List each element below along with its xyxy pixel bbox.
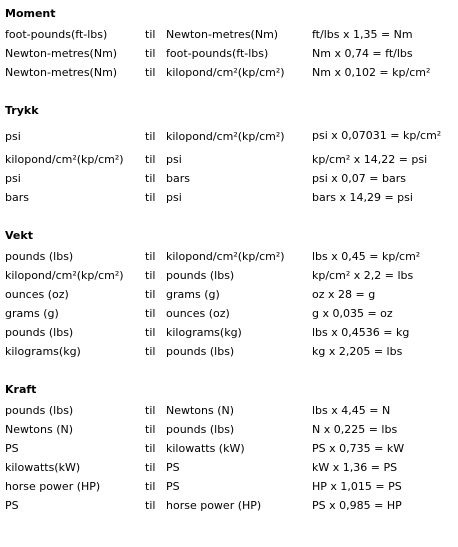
til-word: til <box>145 66 156 79</box>
table-row <box>0 44 458 63</box>
table-row <box>0 63 458 82</box>
table-row <box>0 439 458 458</box>
section-title: Trykk <box>5 104 39 117</box>
conversion-table <box>0 247 458 361</box>
til-word: til <box>145 172 156 185</box>
to-unit: Newton-metres(Nm) <box>166 28 279 41</box>
til-word: til <box>145 153 156 166</box>
section-title: Kraft <box>5 383 37 396</box>
to-unit: horse power (HP) <box>166 499 262 512</box>
til-word: til <box>145 461 156 474</box>
table-row <box>0 323 458 342</box>
formula: lbs x 0,4536 = kg <box>312 326 410 339</box>
from-unit: psi <box>5 172 21 185</box>
to-unit: Newtons (N) <box>166 404 235 417</box>
formula: kg x 2,205 = lbs <box>312 345 403 358</box>
to-unit: psi <box>166 191 182 204</box>
conversion-table <box>0 122 458 207</box>
to-unit: kilopond/cm²(kp/cm²) <box>166 250 285 263</box>
til-word: til <box>145 404 156 417</box>
from-unit: Newton-metres(Nm) <box>5 66 118 79</box>
table-row <box>0 342 458 361</box>
formula: lbs x 4,45 = N <box>312 404 391 417</box>
from-unit: kilograms(kg) <box>5 345 81 358</box>
from-unit: Newton-metres(Nm) <box>5 47 118 60</box>
table-row <box>0 420 458 439</box>
formula: kW x 1,36 = PS <box>312 461 398 474</box>
table-row <box>0 401 458 420</box>
to-unit: kilopond/cm²(kp/cm²) <box>166 129 285 143</box>
from-unit: pounds (lbs) <box>5 404 74 417</box>
formula: kp/cm² x 14,22 = psi <box>312 153 428 166</box>
from-unit: psi <box>5 129 21 143</box>
til-word: til <box>145 442 156 455</box>
from-unit: PS <box>5 499 19 512</box>
til-word: til <box>145 47 156 60</box>
formula: bars x 14,29 = psi <box>312 191 413 204</box>
formula: g x 0,035 = oz <box>312 307 393 320</box>
til-word: til <box>145 326 156 339</box>
to-unit: kilowatts (kW) <box>166 442 245 455</box>
to-unit: PS <box>166 461 180 474</box>
table-row <box>0 266 458 285</box>
section-trykk <box>0 104 458 207</box>
from-unit: pounds (lbs) <box>5 326 74 339</box>
table-row <box>0 477 458 496</box>
conversion-table <box>0 401 458 515</box>
til-word: til <box>145 423 156 436</box>
table-row <box>0 496 458 515</box>
til-word: til <box>145 191 156 204</box>
til-word: til <box>145 28 156 41</box>
to-unit: bars <box>166 172 190 185</box>
table-row <box>0 285 458 304</box>
section-moment <box>0 7 458 82</box>
table-row <box>0 188 458 207</box>
from-unit: horse power (HP) <box>5 480 101 493</box>
table-row <box>0 122 458 150</box>
formula: psi x 0,07031 = kp/cm² <box>312 129 442 142</box>
to-unit: psi <box>166 153 182 166</box>
til-word: til <box>145 480 156 493</box>
to-unit: ounces (oz) <box>166 307 230 320</box>
to-unit: pounds (lbs) <box>166 423 235 436</box>
to-unit: grams (g) <box>166 288 220 301</box>
formula: kp/cm² x 2,2 = lbs <box>312 269 414 282</box>
til-word: til <box>145 345 156 358</box>
from-unit: grams (g) <box>5 307 59 320</box>
to-unit: pounds (lbs) <box>166 345 235 358</box>
from-unit: bars <box>5 191 29 204</box>
section-kraft <box>0 383 458 515</box>
from-unit: ounces (oz) <box>5 288 69 301</box>
table-row <box>0 247 458 266</box>
section-title: Moment <box>5 7 56 20</box>
table-row <box>0 169 458 188</box>
formula: PS x 0,735 = kW <box>312 442 405 455</box>
to-unit: foot-pounds(ft-lbs) <box>166 47 269 60</box>
from-unit: kilowatts(kW) <box>5 461 81 474</box>
table-row <box>0 25 458 44</box>
section-vekt <box>0 229 458 361</box>
from-unit: PS <box>5 442 19 455</box>
section-title: Vekt <box>5 229 33 242</box>
til-word: til <box>145 288 156 301</box>
from-unit: pounds (lbs) <box>5 250 74 263</box>
til-word: til <box>145 250 156 263</box>
formula: PS x 0,985 = HP <box>312 499 402 512</box>
formula: ft/lbs x 1,35 = Nm <box>312 28 413 41</box>
table-row <box>0 150 458 169</box>
formula: N x 0,225 = lbs <box>312 423 398 436</box>
formula: lbs x 0,45 = kp/cm² <box>312 250 421 263</box>
formula: psi x 0,07 = bars <box>312 172 406 185</box>
to-unit: kilograms(kg) <box>166 326 242 339</box>
from-unit: kilopond/cm²(kp/cm²) <box>5 269 124 282</box>
formula: HP x 1,015 = PS <box>312 480 402 493</box>
to-unit: kilopond/cm²(kp/cm²) <box>166 66 285 79</box>
from-unit: kilopond/cm²(kp/cm²) <box>5 153 124 166</box>
table-row <box>0 304 458 323</box>
from-unit: Newtons (N) <box>5 423 74 436</box>
formula: Nm x 0,102 = kp/cm² <box>312 66 431 79</box>
to-unit: PS <box>166 480 180 493</box>
til-word: til <box>145 129 156 143</box>
formula: Nm x 0,74 = ft/lbs <box>312 47 413 60</box>
to-unit: pounds (lbs) <box>166 269 235 282</box>
formula: oz x 28 = g <box>312 288 376 301</box>
conversion-table <box>0 25 458 82</box>
til-word: til <box>145 307 156 320</box>
table-row <box>0 458 458 477</box>
til-word: til <box>145 269 156 282</box>
from-unit: foot-pounds(ft-lbs) <box>5 28 108 41</box>
til-word: til <box>145 499 156 512</box>
